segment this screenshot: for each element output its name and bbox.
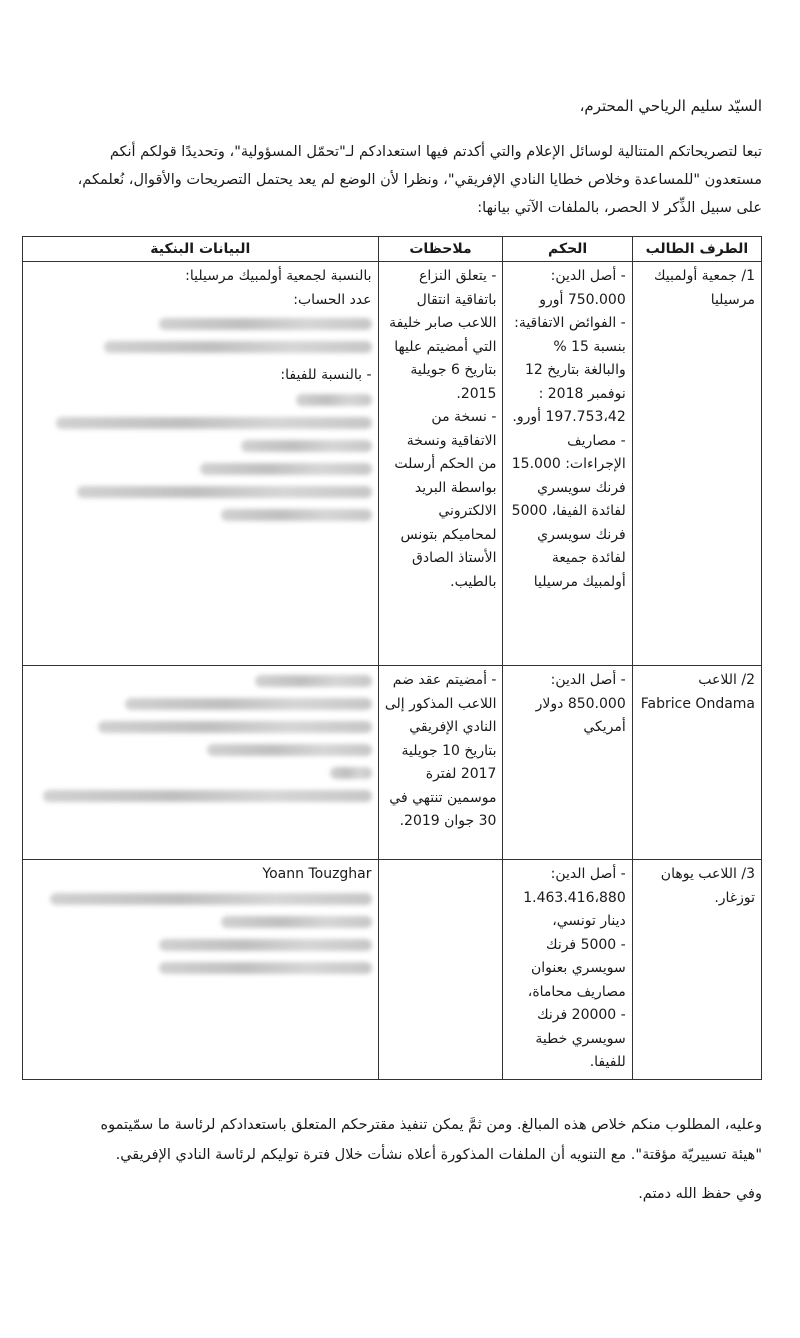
- intro-line: تبعا لتصريحاتكم المتتالية لوسائل الإعلام والتي أكدتم فيها استعدادكم لـ"تحمّل المسؤولية"، وتحديدًا قولكم أنكم: [109, 144, 762, 160]
- redacted-bank-line: [56, 417, 371, 429]
- redacted-bank-line: [50, 893, 372, 905]
- redacted-bank-line: [104, 341, 371, 353]
- claimant-cell: 3/ اللاعب يوهان توزغار.: [632, 860, 761, 1080]
- header-claimant: الطرف الطالب: [632, 237, 761, 262]
- redacted-bank-line: [221, 916, 372, 928]
- redacted-bank-line: [159, 939, 371, 951]
- bank-heading: - بالنسبة للفيفا:: [280, 367, 372, 383]
- header-ruling: الحكم: [503, 237, 632, 262]
- bank-heading: بالنسبة لجمعية أولمبيك مرسيليا:: [185, 268, 372, 284]
- bank-cell: [23, 666, 379, 860]
- table-header-row: [23, 237, 762, 262]
- farewell: وفي حفظ الله دمتم.: [638, 1186, 762, 1202]
- redacted-bank-line: [241, 440, 371, 452]
- table-row: [23, 262, 762, 666]
- intro-paragraph: [30, 138, 762, 222]
- redacted-bank-line: [77, 486, 372, 498]
- bank-account-holder: Yoann Touzghar: [262, 866, 372, 882]
- closing-paragraph: [30, 1110, 762, 1170]
- redacted-bank-line: [207, 744, 371, 756]
- redacted-bank-line: [255, 675, 371, 687]
- claimant-cell: 1/ جمعية أولمبيك مرسيليا: [632, 262, 761, 666]
- bank-cell: [23, 262, 379, 666]
- claimant-latin-name: Fabrice Ondama: [640, 695, 755, 712]
- header-notes: ملاحظات: [378, 237, 503, 262]
- notes-cell: - يتعلق النزاع باتفاقية انتقال اللاعب صابر خليفة التي أمضيتم عليها بتاريخ 6 جويلية 2015. - نسخة من الاتفاقية ونسخة من الحكم أرسلت بواسطة البريد الالكتروني لمحاميكم بتونس الأستاذ الصادق بالطيب.: [378, 262, 503, 666]
- redacted-bank-line: [159, 962, 371, 974]
- claimant-label: 2/ اللاعب: [698, 672, 755, 688]
- notes-cell: - أمضيتم عقد ضم اللاعب المذكور إلى النادي الإفريقي بتاريخ 10 جويلية 2017 لفترة موسمين تنتهي في 30 جوان 2019.: [378, 666, 503, 860]
- ruling-cell: - أصل الدين: 850.000 دولار أمريكي: [503, 666, 632, 860]
- redacted-bank-line: [98, 721, 372, 733]
- redacted-bank-line: [296, 394, 371, 406]
- bank-cell: [23, 860, 379, 1080]
- table-row: [23, 666, 762, 860]
- intro-line: مستعدون "للمساعدة وخلاص خطايا النادي الإفريقي"، ونظرا لأن الوضع لم يعد يحتمل التصريحات والأقوال، نُعلمكم،: [77, 172, 762, 188]
- closing-line: "هيئة تسييريّة مؤقتة". مع التنويه أن الملفات المذكورة أعلاه نشأت خلال فترة توليكم لرئاسة النادي الإفريقي.: [115, 1147, 762, 1163]
- ruling-cell: - أصل الدين: 750.000 أورو - الفوائض الاتفاقية: بنسبة 15 % والبالغة بتاريخ 12 نوفمبر 2018 : 197.753،42 أورو. - مصاريف الإجراءات: 15.000 فرنك سويسري لفائدة الفيفا، 5000 فرنك سويسري لفائدة جميعة أولمبيك مرسيليا: [503, 262, 632, 666]
- header-bank: البيانات البنكية: [23, 237, 379, 262]
- bank-heading: عدد الحساب:: [293, 291, 372, 308]
- redacted-bank-line: [200, 463, 371, 475]
- table-row: [23, 860, 762, 1080]
- intro-line: على سبيل الذِّكر لا الحصر، بالملفات الآتي بيانها:: [477, 200, 762, 216]
- claimant-cell: [632, 666, 761, 860]
- redacted-bank-line: [43, 790, 372, 802]
- redacted-bank-line: [221, 509, 372, 521]
- ruling-cell: - أصل الدين: 1.463.416،880 دينار تونسي، - 5000 فرنك سويسري بعنوان مصاريف محاماة، - 20000 فرنك سويسري خطية للفيفا.: [503, 860, 632, 1080]
- notes-cell: [378, 860, 503, 1080]
- redacted-bank-line: [159, 318, 371, 330]
- redacted-bank-line: [330, 767, 371, 779]
- closing-line: وعليه، المطلوب منكم خلاص هذه المبالغ. ومن ثمَّ يمكن تنفيذ مقترحكم المتعلق باستعدادكم لرئاسة ما سمّيتموه: [100, 1117, 762, 1133]
- salutation: السيّد سليم الرياحي المحترم،: [579, 97, 762, 115]
- claims-table: [22, 236, 762, 1080]
- redacted-bank-line: [125, 698, 372, 710]
